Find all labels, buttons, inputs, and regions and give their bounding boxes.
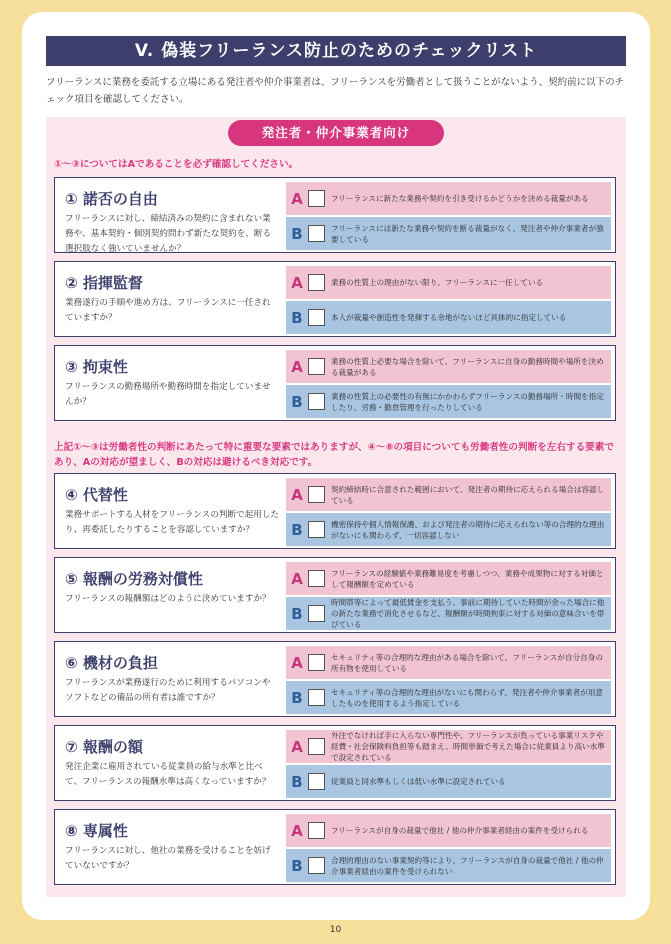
item-title: ③ 拘束性 <box>65 358 128 376</box>
intro-text: フリーランスに業務を委託する立場にある発注者や仲介事業者は、フリーランスを労働者として扱うことがないよう、契約前に以下のチェック項目を確認してください。 <box>46 77 625 105</box>
option-a-checkbox[interactable] <box>308 274 325 291</box>
option-b-label: B <box>291 604 303 623</box>
option-a-text: 契約締結時に合意された範囲において、発注者の期待に応えられる場合は容認している <box>331 484 605 505</box>
note-required: ①～③についてはAであることを必ず確認してください。 <box>54 159 299 170</box>
option-a-text: フリーランスの経験値や業務難易度を考慮しつつ、業務や成果物に対する対価として報酬額を定めている <box>331 568 604 589</box>
checklist-item-shiki-kantoku <box>54 261 616 337</box>
option-b <box>286 849 611 882</box>
option-b-label: B <box>291 308 303 327</box>
option-b-label: B <box>291 688 303 707</box>
option-a-label: A <box>291 821 303 840</box>
item-title: ⑧ 専属性 <box>65 822 128 840</box>
option-b <box>286 681 611 714</box>
checklist-item-kizai <box>54 641 616 717</box>
option-b-checkbox[interactable] <box>308 393 325 410</box>
option-b <box>286 385 611 418</box>
option-a <box>286 266 611 299</box>
option-b-label: B <box>291 520 303 539</box>
option-b-text: 機密保持や個人情報保護、および発注者の期待に応えられない等の合理的な理由がないにも関わらず、一切容認しない <box>331 519 605 540</box>
option-a <box>286 182 611 215</box>
item-question: フリーランスの勤務場所や勤務時間を指定していませんか？ <box>65 382 271 407</box>
option-b-checkbox[interactable] <box>308 857 325 874</box>
option-a-checkbox[interactable] <box>308 486 325 503</box>
checklist-item-dakuhi <box>54 177 616 253</box>
option-a-text: 業務の性質上必要な場合を除いて、フリーランスに自身の勤務時間や場所を決める裁量がある <box>331 356 604 377</box>
option-a-text: 業務の性質上の理由がない限り、フリーランスに一任している <box>331 278 544 287</box>
option-b-text: 本人が裁量や創造性を発揮する余地がないほど具体的に指定している <box>331 313 567 322</box>
option-b-checkbox[interactable] <box>308 309 325 326</box>
option-a-label: A <box>291 189 303 208</box>
option-a-checkbox[interactable] <box>308 190 325 207</box>
option-a-checkbox[interactable] <box>308 822 325 839</box>
item-question: フリーランスに対し、締結済みの契約に含まれない業務や、基本契約・個別契約問わず新たな契約を、断る選択肢なく強いていませんか？ <box>65 214 272 254</box>
option-a-label: A <box>291 653 303 672</box>
page-number: 10 <box>329 925 342 935</box>
item-question: 業務遂行の手順や進め方は、フリーランスに一任されていますか？ <box>65 298 271 323</box>
option-a-label: A <box>291 737 303 756</box>
option-b <box>286 597 611 630</box>
option-b-checkbox[interactable] <box>308 689 325 706</box>
option-a-label: A <box>291 485 303 504</box>
option-b <box>286 217 611 250</box>
item-question: 業務サポートする人材をフリーランスの判断で起用したり、再委託したりすることを容認していますか？ <box>65 510 279 535</box>
option-a-label: A <box>291 569 303 588</box>
option-b <box>286 765 611 798</box>
option-b-checkbox[interactable] <box>308 225 325 242</box>
option-a <box>286 646 611 679</box>
option-a-label: A <box>291 357 303 376</box>
option-b-label: B <box>291 392 303 411</box>
item-title: ① 諾否の自由 <box>65 190 158 208</box>
option-b-text: セキュリティ等の合理的な理由がないにも関わらず、発注者や仲介事業者が用意したものを使用するよう指定している <box>331 687 604 708</box>
item-question: フリーランスが業務遂行のために利用するパソコンやソフトなどの備品の所有者は誰ですか？ <box>65 678 271 703</box>
option-b-checkbox[interactable] <box>308 773 325 790</box>
option-a-label: A <box>291 273 303 292</box>
option-b-checkbox[interactable] <box>308 605 325 622</box>
option-a-checkbox[interactable] <box>308 738 325 755</box>
option-a-text: フリーランスに新たな業務や契約を引き受けるかどうかを決める裁量がある <box>331 194 589 203</box>
option-a <box>286 350 611 383</box>
option-b-text: 合理的理由のない事業契約等により、フリーランスが自身の裁量で他社 / 他の仲介事業者経由の案件を受けられない <box>331 855 604 876</box>
option-b-text: 時間帯等によって最低賃金を支払う、事前に期待していた時間が余った場合に他の新たな業務で消化させるなど、報酬額が時間拘束に対する対価の意味合いを帯びている <box>331 598 605 629</box>
option-a <box>286 478 611 511</box>
item-question: 発注企業に雇用されている従業員の給与水準と比べて、フリーランスの報酬水準は高くなっていますか？ <box>65 762 271 787</box>
checklist-item-hoshu-romu <box>54 557 616 633</box>
option-b <box>286 513 611 546</box>
audience-badge: 発注者・仲介事業者向け <box>228 120 444 146</box>
item-question: フリーランスに対し、他社の業務を受けることを妨げていないですか？ <box>65 846 271 871</box>
option-b <box>286 301 611 334</box>
option-b-label: B <box>291 856 303 875</box>
option-a-text: フリーランスが自身の裁量で他社 / 他の仲介事業者経由の案件を受けられる <box>331 826 589 835</box>
note-supplement: 上記①～③は労働者性の判断にあたって特に重要な要素ではありますが、④～⑧の項目についても労働者性の判断を左右する要素であり、Aの対応が望ましく、Bの対応は避けるべき対応です。 <box>54 442 614 468</box>
option-a <box>286 814 611 847</box>
option-b-text: フリーランスには新たな業務や契約を断る裁量がなく、発注者や仲介事業者が強要している <box>331 223 604 244</box>
option-a-checkbox[interactable] <box>308 654 325 671</box>
option-a <box>286 562 611 595</box>
checklist-item-kosoku <box>54 345 616 421</box>
item-title: ② 指揮監督 <box>65 274 143 292</box>
option-a-checkbox[interactable] <box>308 358 325 375</box>
option-b-text: 従業員と同水準もしくは低い水準に設定されている <box>331 777 506 786</box>
item-title: ④ 代替性 <box>65 486 128 504</box>
option-a-text: 外注でなければ手に入らない専門性や、フリーランスが負っている事業リスクや経費・社会保険料負担等も踏まえ、時間単価で考えた場合に従業員より高い水準で設定されている <box>331 731 605 762</box>
item-title: ⑦ 報酬の額 <box>65 738 143 756</box>
option-b-label: B <box>291 224 303 243</box>
option-b-label: B <box>291 772 303 791</box>
checklist-item-senzoku <box>54 809 616 885</box>
checklist-item-hoshu-gaku <box>54 725 616 801</box>
item-title: ⑤ 報酬の労務対償性 <box>65 570 203 588</box>
option-a-text: セキュリティ等の合理的な理由がある場合を除いて、フリーランスが自分自身の所有物を使用している <box>331 652 603 673</box>
item-title: ⑥ 機材の負担 <box>65 654 158 672</box>
checklist-item-daitai <box>54 473 616 549</box>
option-a <box>286 730 611 763</box>
page-title: V. 偽装フリーランス防止のためのチェックリスト <box>46 36 626 66</box>
option-b-checkbox[interactable] <box>308 521 325 538</box>
option-a-checkbox[interactable] <box>308 570 325 587</box>
option-b-text: 業務の性質上の必要性の有無にかかわらずフリーランスの勤務場所・時間を指定したり、労務・勤怠管理を行ったりしている <box>331 391 604 412</box>
item-question: フリーランスの報酬額はどのように決めていますか？ <box>65 594 271 604</box>
